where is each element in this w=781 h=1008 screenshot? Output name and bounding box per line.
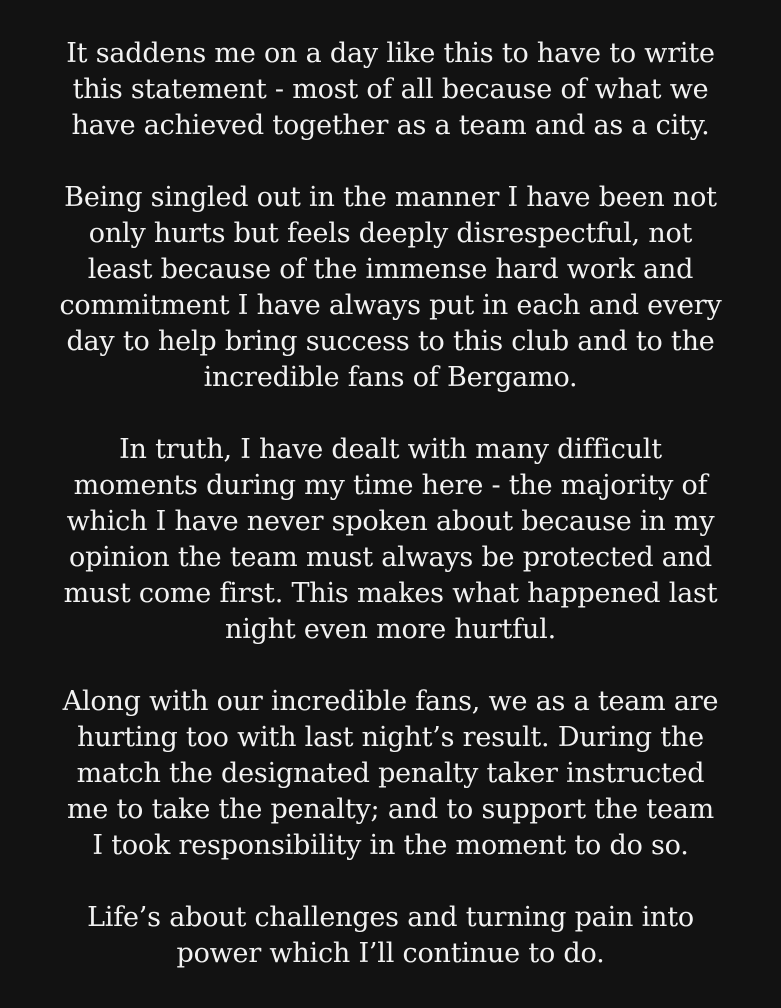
paragraph-4 xyxy=(0,684,781,864)
text-line: I took responsibility in the moment to do so. xyxy=(92,830,689,861)
text-line: night even more hurtful. xyxy=(225,614,556,645)
statement-text xyxy=(0,36,781,1008)
text-line: hurting too with last night’s result. During the xyxy=(77,722,704,753)
text-line: match the designated penalty taker instructed xyxy=(76,758,705,789)
text-line: moments during my time here - the majority of xyxy=(73,470,708,501)
text-line: only hurts but feels deeply disrespectful, not xyxy=(88,218,693,249)
text-line: commitment I have always put in each and every xyxy=(59,290,722,321)
text-line: opinion the team must always be protected and xyxy=(69,542,712,573)
text-line: incredible fans of Bergamo. xyxy=(203,362,578,393)
text-line: power which I’ll continue to do. xyxy=(176,938,605,969)
text-line: In truth, I have dealt with many difficult xyxy=(119,434,662,465)
text-line: which I have never spoken about because in my xyxy=(66,506,715,537)
text-line: day to help bring success to this club and to the xyxy=(66,326,715,357)
text-line: Along with our incredible fans, we as a team are xyxy=(62,686,719,717)
paragraph-1 xyxy=(0,36,781,144)
paragraph-5 xyxy=(0,900,781,972)
text-line: least because of the immense hard work and xyxy=(87,254,694,285)
text-line: Being singled out in the manner I have been not xyxy=(64,182,717,213)
paragraph-2 xyxy=(0,180,781,396)
text-line: Life’s about challenges and turning pain into xyxy=(87,902,694,933)
text-line: must come first. This makes what happened last xyxy=(63,578,718,609)
paragraph-3 xyxy=(0,432,781,648)
text-line: this statement - most of all because of what we xyxy=(72,74,709,105)
text-line: It saddens me on a day like this to have to write xyxy=(66,38,715,69)
text-line: have achieved together as a team and as a city. xyxy=(71,110,710,141)
text-line: me to take the penalty; and to support the team xyxy=(66,794,715,825)
